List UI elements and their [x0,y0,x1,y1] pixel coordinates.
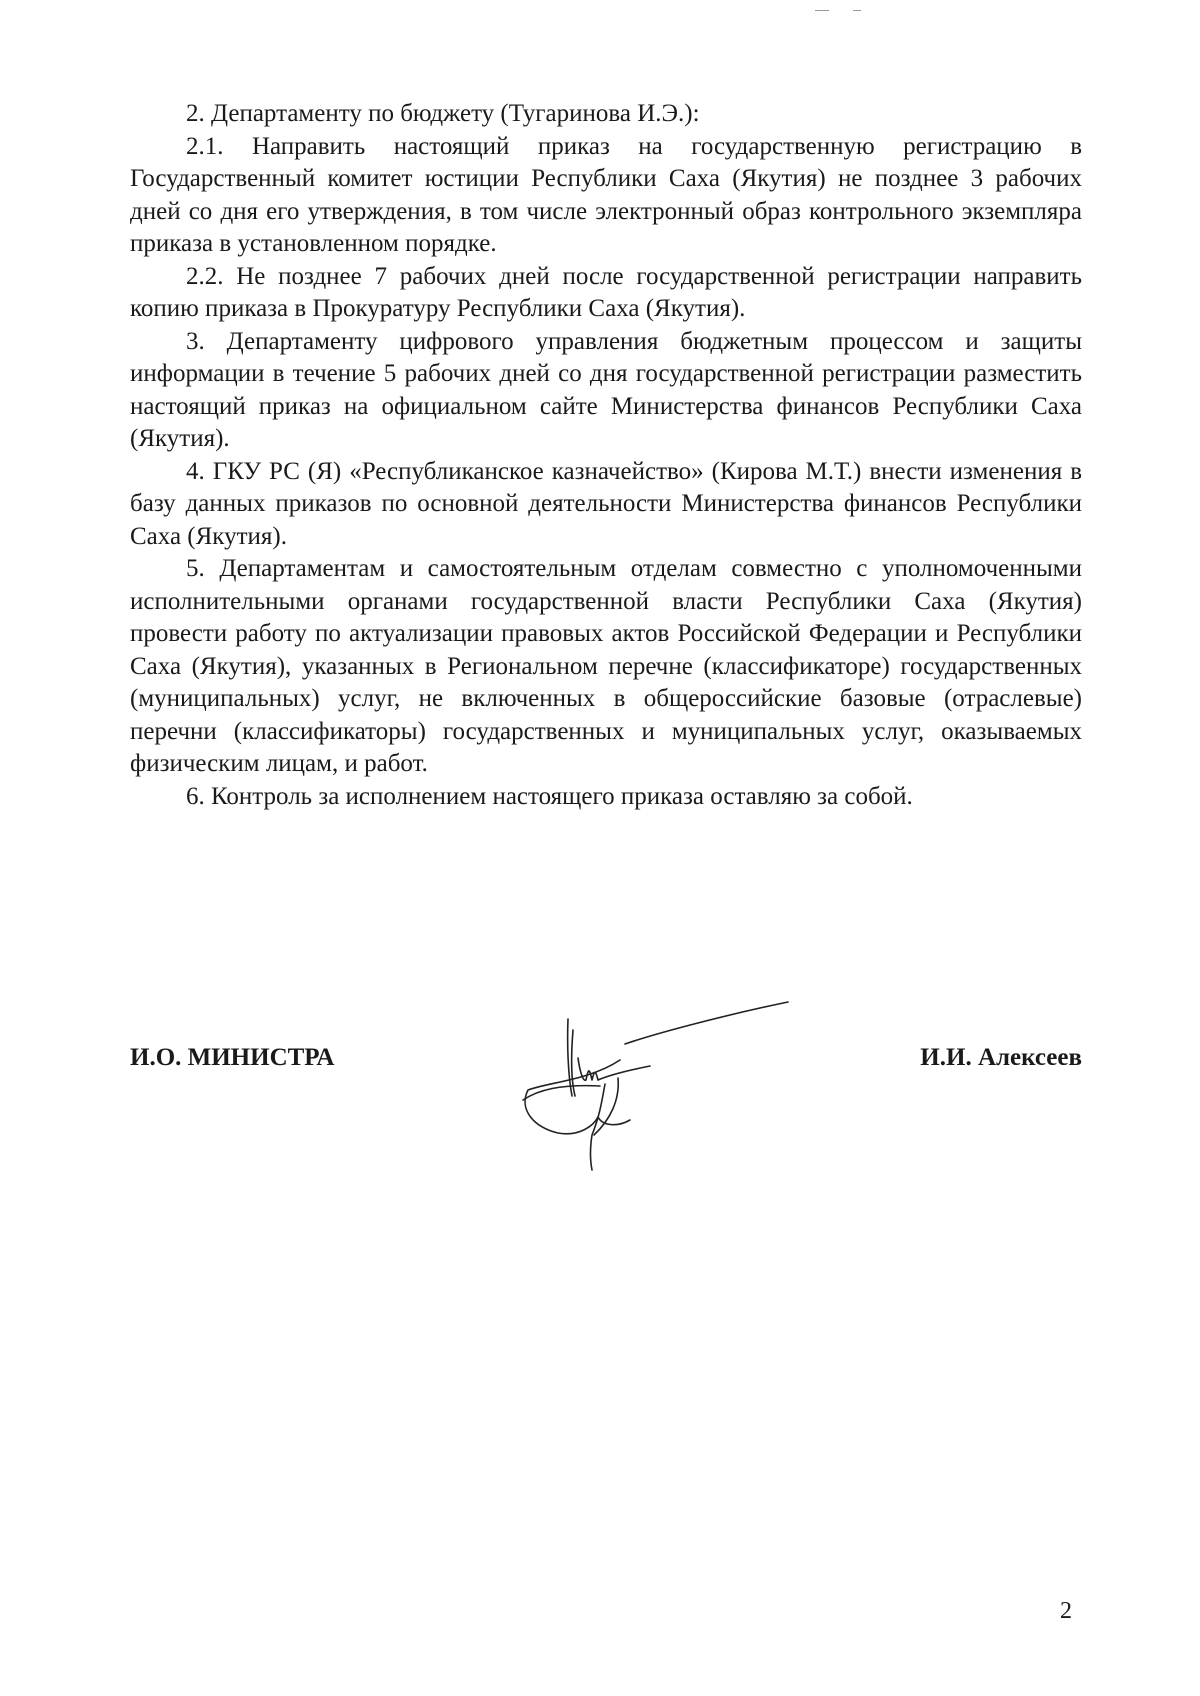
order-body [130,98,1082,813]
paragraph-4: 4. ГКУ РС (Я) «Республиканское казначейство» (Кирова М.Т.) внести изменения в базу данных приказов по основной деятельности Министерства финансов Республики Саха (Якутия). [130,457,1082,550]
paragraph-2-1: 2.1. Направить настоящий приказ на государственную регистрацию в Государственный комитет юстиции Республики Саха (Якутия) не позднее 3 рабочих дней со дня его утверждения, в том числе электронный образ контрольного экземпляра приказа в установленном порядке. [130,132,1082,257]
paragraph-2-2: 2.2. Не позднее 7 рабочих дней после государственной регистрации направить копию приказа в Прокуратуру Республики Саха (Якутия). [130,262,1082,322]
paragraph-6: 6. Контроль за исполнением настоящего приказа оставляю за собой. [186,782,913,810]
scan-artifact [815,10,829,11]
handwritten-signature-icon [520,1000,790,1175]
paragraph-2: 2. Департаменту по бюджету (Тугаринова И.Э.): [186,100,700,127]
signatory-title: И.О. МИНИСТРА [130,1044,335,1071]
paragraph-5: 5. Департаментам и самостоятельным отделам совместно с уполномоченными исполнительными органами государственной власти Республики Саха (Якутия) провести работу по актуализации правовых актов Российской Федерации и Республики Саха (Якутия), указанных в Региональном перечне (классификаторе) государственных (муниципальных) услуг, не включенных в общероссийские базовые (отраслевые) перечни (классификаторы) государственных и муниципальных услуг, оказываемых физическим лицам, и работ. [130,555,1082,777]
scan-artifact [853,10,861,11]
page-number: 2 [1060,1598,1072,1624]
signatory-name: И.И. Алексеев [920,1044,1082,1071]
paragraph-3: 3. Департаменту цифрового управления бюджетным процессом и защиты информации в течение 5 рабочих дней со дня государственной регистрации разместить настоящий приказ на официальном сайте Министерства финансов Республики Саха (Якутия). [130,327,1082,452]
